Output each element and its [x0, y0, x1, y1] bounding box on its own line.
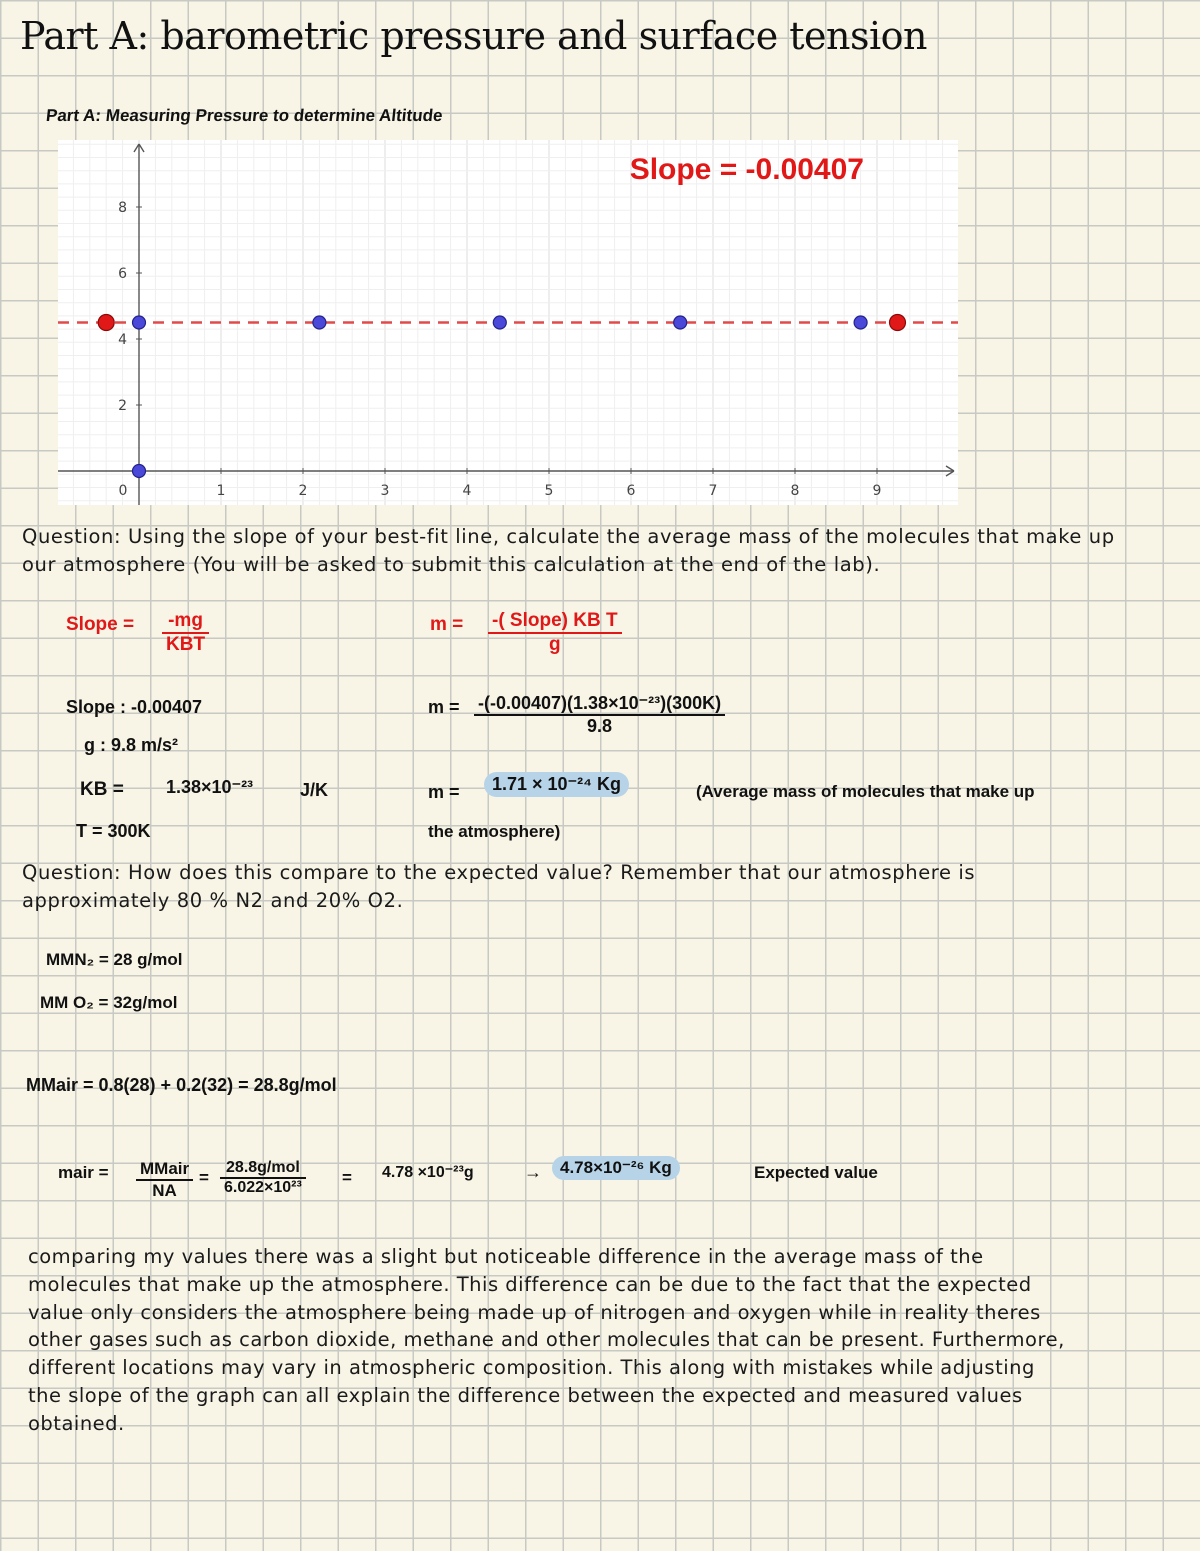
data-point [313, 316, 326, 329]
mass-result-label: m = [428, 782, 460, 802]
mair-fraction-1 [136, 1159, 193, 1201]
data-point [493, 316, 506, 329]
y-tick-label: 2 [118, 398, 127, 414]
endpoint-marker [98, 315, 114, 331]
kb-value: 1.38×10⁻²³ [166, 777, 254, 797]
mair-equals-1: = [199, 1168, 209, 1187]
x-tick-label: 7 [708, 483, 718, 499]
mass-formula-label: m = [430, 614, 464, 635]
y-tick-label: 8 [118, 200, 127, 216]
conversion-arrow: → [524, 1162, 542, 1182]
molar-mass-air: MMair = 0.8(28) + 0.2(32) = 28.8g/mol [26, 1075, 337, 1095]
x-tick-label: 0 [118, 483, 128, 499]
slope-formula-label: Slope = [66, 614, 135, 635]
data-point [133, 316, 146, 329]
answer-line: the slope of the graph can all explain the difference between the expected and measured values [28, 1383, 1023, 1407]
mass-formula-fraction [488, 610, 622, 656]
mair-numerator-1: MMair [136, 1159, 193, 1181]
answer-line: other gases such as carbon dioxide, methane and other molecules that can be present. Furthermore, [28, 1328, 1065, 1352]
endpoint-marker [890, 315, 906, 331]
data-point [133, 465, 146, 478]
mass-substitution-label: m = [428, 697, 460, 717]
x-tick-label: 9 [872, 483, 882, 499]
expected-value-label: Expected value [754, 1163, 878, 1182]
mass-denominator: g [549, 634, 561, 655]
answer-line: value only considers the atmosphere being made up of nitrogen and oxygen while in reality theres [28, 1300, 1041, 1324]
data-point [854, 316, 867, 329]
x-tick-label: 1 [216, 483, 226, 499]
mass-result-note-2: the atmosphere) [428, 822, 561, 841]
mass-result-note: (Average mass of molecules that make up [696, 782, 1035, 801]
mair-fraction-2 [220, 1159, 306, 1197]
data-point [674, 316, 687, 329]
y-tick-label: 6 [118, 266, 127, 282]
answer-line: obtained. [28, 1411, 125, 1435]
mass-result-highlight: 1.71 × 10⁻²⁴ Kg [484, 772, 629, 797]
mair-grams: 4.78 ×10⁻²³g [382, 1164, 474, 1181]
slope-numerator: -mg [162, 610, 209, 634]
slope-denominator: KBT [166, 634, 206, 655]
scatter-chart [58, 140, 958, 505]
question-2-line-1: Question: How does this compare to the expected value? Remember that our atmosphere is [22, 861, 976, 884]
kb-unit: J/K [300, 780, 329, 800]
mair-numerator-2: 28.8g/mol [220, 1159, 306, 1179]
mair-kg-highlight: 4.78×10⁻²⁶ Kg [552, 1156, 680, 1180]
x-tick-label: 3 [380, 483, 390, 499]
page-title: Part A: barometric pressure and surface tension [20, 14, 928, 58]
answer-paragraph [28, 1243, 1193, 1438]
mair-equals-2: = [342, 1168, 352, 1187]
mair-denominator-2: 6.022×10²³ [224, 1179, 302, 1196]
g-value: g : 9.8 m/s² [84, 735, 179, 755]
molar-mass-o2: MM O₂ = 32g/mol [40, 993, 178, 1012]
mass-substitution-denominator: 9.8 [587, 716, 613, 736]
mair-label: mair = [58, 1163, 109, 1182]
slope-value: Slope : -0.00407 [66, 697, 203, 717]
question-1-line-2: our atmosphere (You will be asked to submit this calculation at the end of the lab). [22, 553, 881, 576]
slope-formula-fraction [162, 610, 209, 656]
handwritten-chart-title: Part A: Measuring Pressure to determine Altitude [45, 106, 444, 125]
x-tick-label: 2 [298, 483, 308, 499]
mass-substitution-numerator: -(-0.00407)(1.38×10⁻²³)(300K) [474, 693, 725, 716]
answer-line: different locations may vary in atmospheric composition. This along with mistakes while adjusting [28, 1356, 1035, 1380]
mass-numerator: -( Slope) KB T [488, 610, 622, 634]
answer-line: molecules that make up the atmosphere. This difference can be due to the fact that the expected [28, 1272, 1032, 1296]
question-2-line-2: approximately 80 % N2 and 20% O2. [22, 889, 404, 912]
x-tick-label: 6 [626, 483, 636, 499]
molar-mass-n2: MMN₂ = 28 g/mol [46, 950, 183, 969]
kb-label: KB = [80, 779, 124, 800]
slope-annotation: Slope = -0.00407 [629, 153, 864, 186]
temperature-value: T = 300K [76, 821, 151, 841]
mair-denominator-1: NA [152, 1181, 177, 1200]
mass-substitution-fraction [474, 693, 725, 737]
x-tick-label: 8 [790, 483, 800, 499]
x-tick-label: 5 [544, 483, 554, 499]
x-tick-label: 4 [462, 483, 472, 499]
answer-line: comparing my values there was a slight but noticeable difference in the average mass of the [28, 1245, 984, 1268]
question-1-line-1: Question: Using the slope of your best-fit line, calculate the average mass of the molecules that make up [22, 525, 1115, 548]
y-tick-label: 4 [118, 332, 127, 348]
